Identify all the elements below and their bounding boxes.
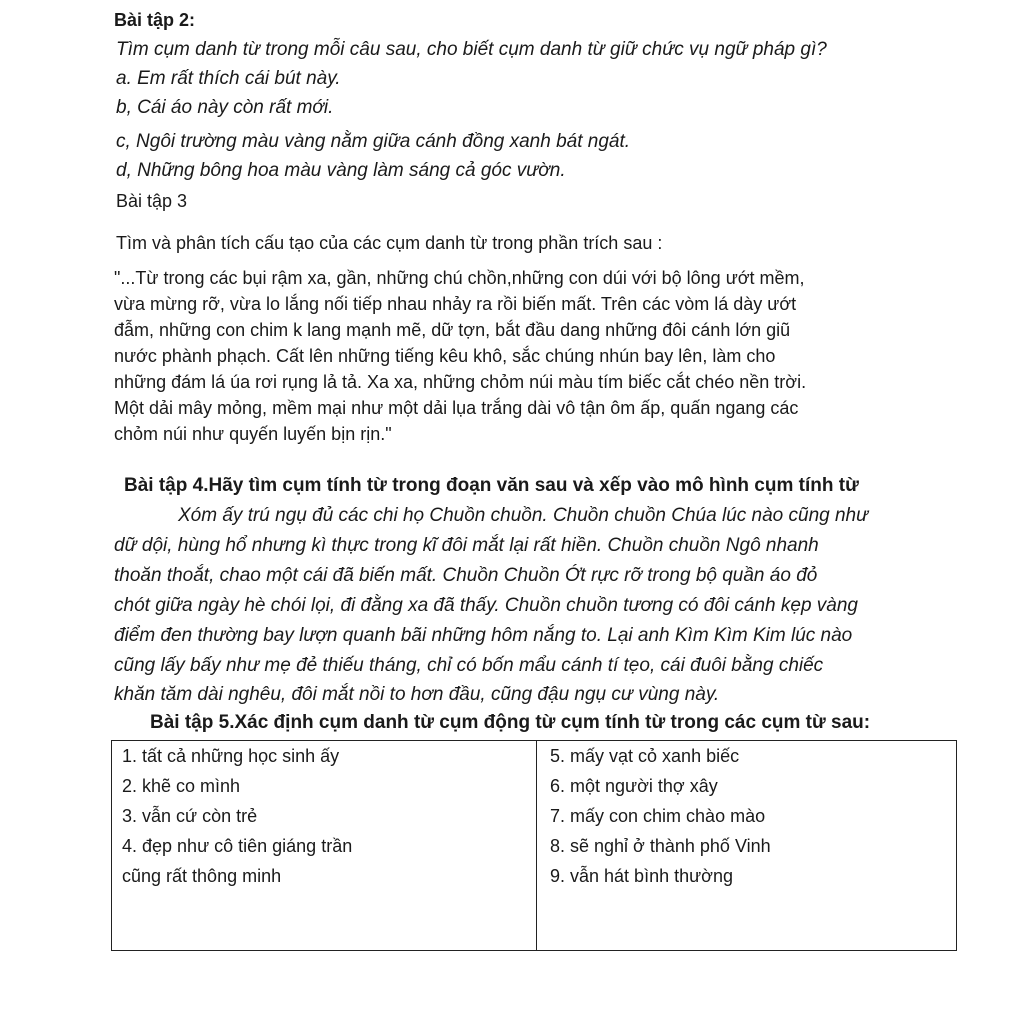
table-cell-left: cũng rất thông minh bbox=[122, 866, 282, 886]
exercise-2-item-a: a. Em rất thích cái bút này. bbox=[116, 68, 341, 89]
exercise-2-item-d: d, Những bông hoa màu vàng làm sáng cả góc vườn. bbox=[116, 160, 566, 181]
exercise-3-passage-line: vừa mừng rỡ, vừa lo lắng nối tiếp nhau nhảy ra rồi biến mất. Trên các vòm lá dày ướt bbox=[114, 294, 797, 314]
exercise-4-passage-line: dữ dội, hùng hổ nhưng kì thực trong kĩ đôi mắt lại rất hiền. Chuồn chuồn Ngô nhanh bbox=[114, 535, 819, 556]
exercise-4-passage-line: cũng lấy bấy như mẹ đẻ thiếu tháng, chỉ có bốn mẩu cánh tí tẹo, cái đuôi bằng chiếc bbox=[114, 655, 824, 676]
exercise-3-title: Bài tập 3 bbox=[116, 191, 188, 211]
table-cell-right: 5. mấy vạt cỏ xanh biếc bbox=[550, 746, 740, 766]
exercise-3-question: Tìm và phân tích cấu tạo của các cụm danh từ trong phần trích sau : bbox=[116, 233, 663, 253]
table-cell-right: 7. mấy con chim chào mào bbox=[550, 806, 766, 826]
exercise-4-title: Bài tập 4.Hãy tìm cụm tính từ trong đoạn văn sau và xếp vào mô hình cụm tính từ bbox=[124, 475, 859, 496]
exercise-4-passage-line: điểm đen thường bay lượn quanh bãi những hôm nắng to. Lại anh Kìm Kìm Kim lúc nào bbox=[114, 625, 853, 646]
table-cell-left: 4. đẹp như cô tiên giáng trần bbox=[122, 836, 353, 856]
table-cell-left: 3. vẫn cứ còn trẻ bbox=[122, 806, 258, 826]
table-cell-right: 6. một người thợ xây bbox=[550, 776, 718, 796]
exercise-3-passage-line: Một dải mây mỏng, mềm mại như một dải lụa trắng dài vô tận ôm ấp, quấn ngang các bbox=[114, 398, 799, 418]
exercise-2-question: Tìm cụm danh từ trong mỗi câu sau, cho biết cụm danh từ giữ chức vụ ngữ pháp gì? bbox=[116, 39, 827, 60]
exercise-3-passage-line: đẫm, những con chim k lang mạnh mẽ, dữ tợn, bắt đầu dang những đôi cánh lớn giũ bbox=[114, 320, 791, 340]
exercise-2-item-c: c, Ngôi trường màu vàng nằm giữa cánh đồng xanh bát ngát. bbox=[116, 131, 631, 152]
exercise-4-passage-line: thoăn thoắt, chao một cái đã biến mất. Chuồn Chuồn Ớt rực rỡ trong bộ quần áo đỏ bbox=[114, 565, 818, 586]
exercise-4-passage-line: Xóm ấy trú ngụ đủ các chi họ Chuồn chuồn. Chuồn chuồn Chúa lúc nào cũng như bbox=[178, 505, 869, 526]
table-column-divider bbox=[536, 741, 537, 950]
table-cell-left: 1. tất cả những học sinh ấy bbox=[122, 746, 340, 766]
exercise-3-passage-line: những đám lá úa rơi rụng lả tả. Xa xa, những chỏm núi màu tím biếc cắt chéo nền trời. bbox=[114, 372, 807, 392]
table-cell-left: 2. khẽ co mình bbox=[122, 776, 241, 796]
exercise-4-passage-line: khăn tăm dài nghêu, đôi mắt nồi to hơn đầu, cũng đậu ngụ cư vùng này. bbox=[114, 684, 720, 705]
exercise-2-item-b: b, Cái áo này còn rất mới. bbox=[116, 97, 334, 118]
exercise-3-passage-line: "...Từ trong các bụi rậm xa, gần, những chú chồn,những con dúi với bộ lông ướt mềm, bbox=[114, 268, 805, 288]
exercise-2-title: Bài tập 2: bbox=[114, 10, 196, 30]
table-cell-right: 8. sẽ nghỉ ở thành phố Vinh bbox=[550, 836, 771, 856]
exercise-3-passage-line: chỏm núi như quyến luyến bịn rịn." bbox=[114, 424, 392, 444]
exercise-4-passage-line: chót giữa ngày hè chói lọi, đi đằng xa đã thấy. Chuồn chuồn tương có đôi cánh kẹp vàng bbox=[114, 595, 858, 616]
table-cell-right: 9. vẫn hát bình thường bbox=[550, 866, 733, 886]
exercise-5-table bbox=[111, 740, 957, 951]
exercise-5-title: Bài tập 5.Xác định cụm danh từ cụm động từ cụm tính từ trong các cụm từ sau: bbox=[150, 712, 871, 733]
exercise-3-passage-line: nước phành phạch. Cất lên những tiếng kêu khô, sắc chúng nhún bay lên, làm cho bbox=[114, 346, 776, 366]
